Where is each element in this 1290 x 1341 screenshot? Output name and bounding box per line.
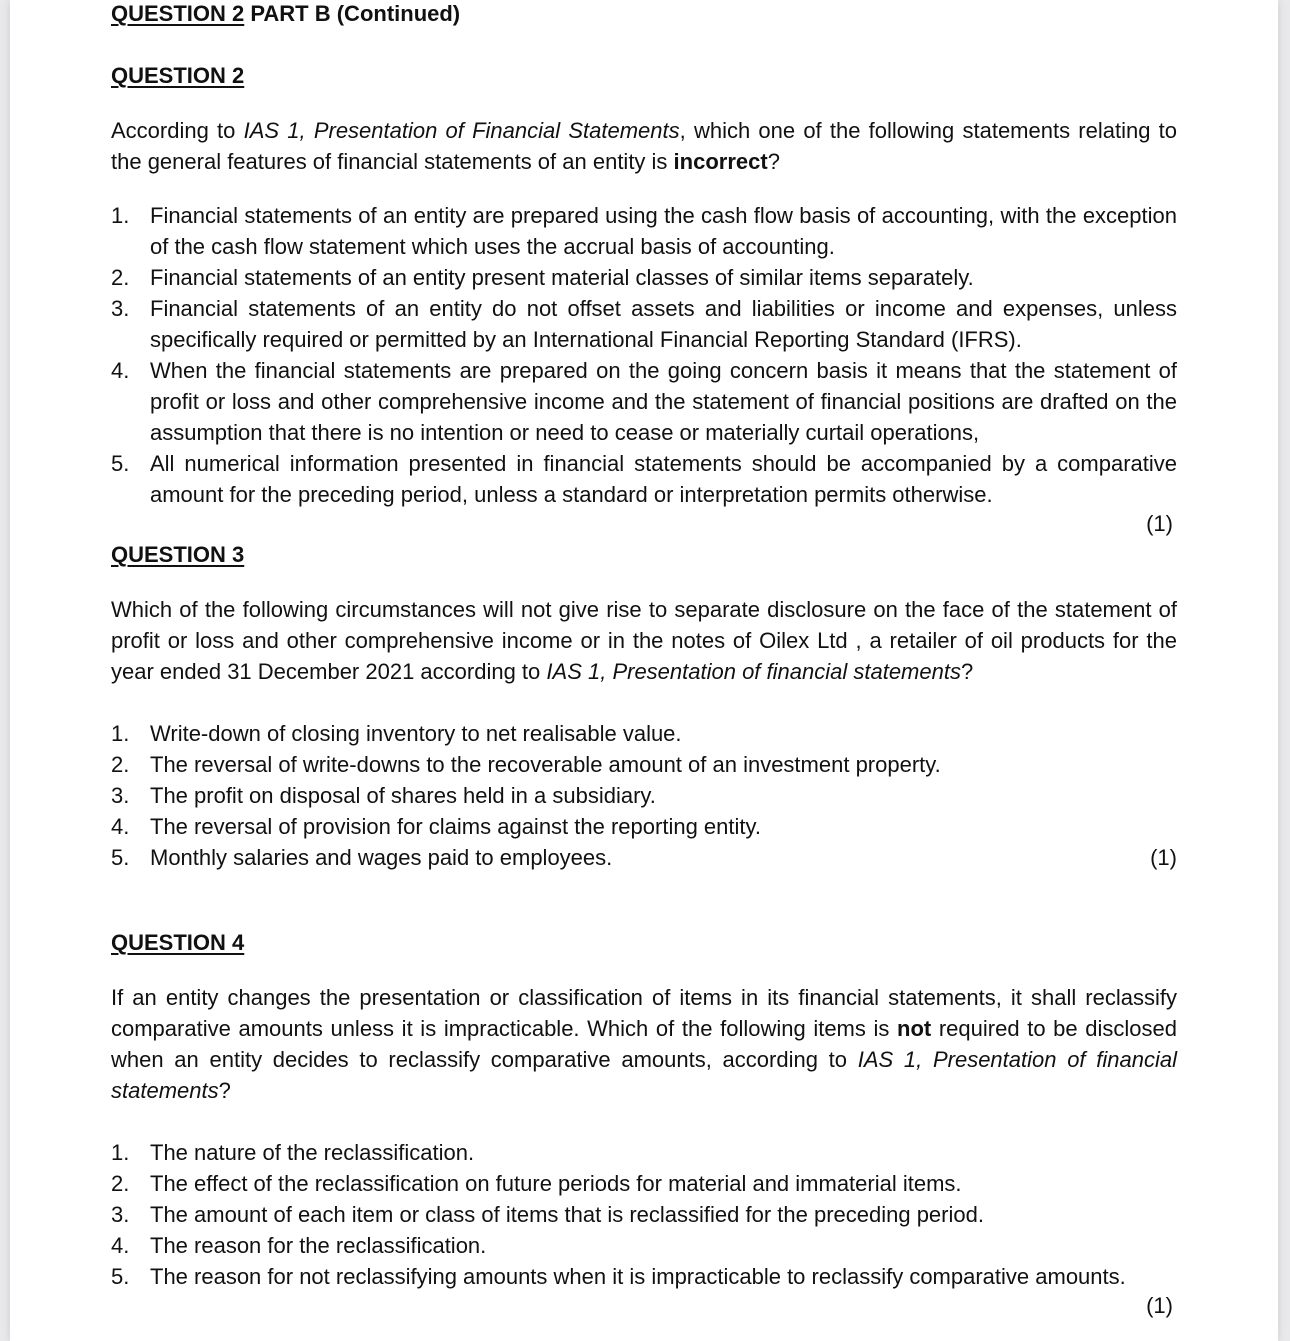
q3-option-3	[111, 780, 1177, 811]
page-header-question: QUESTION 2	[111, 1, 245, 26]
q4-stem-text-2: required to be disclosed when an entity decides to reclassify comparative amounts, according to	[111, 1016, 1177, 1072]
q2-option-1-text: Financial statements of an entity are prepared using the cash flow basis of accounting, with the exception of the cash flow statement which uses the accrual basis of accounting.	[150, 203, 1177, 259]
question-3-options	[111, 718, 1177, 873]
q2-option-2	[111, 262, 1177, 293]
q4-option-3-number: 3.	[111, 1202, 130, 1227]
q2-option-4-text: When the financial statements are prepared on the going concern basis it means that the statement of profit or loss and other comprehensive income and the statement of financial positions are drafted on the assumption that there is no intention or need to cease or materially curtail operations,	[150, 358, 1177, 445]
q4-option-3-text: The amount of each item or class of items that is reclassified for the preceding period.	[150, 1202, 984, 1227]
question-2-heading	[111, 62, 1177, 90]
q4-option-5-number: 5.	[111, 1264, 130, 1289]
q2-option-2-text: Financial statements of an entity present material classes of similar items separately.	[150, 265, 974, 290]
question-4-heading	[111, 929, 1177, 957]
question-3-heading-text: QUESTION 3	[111, 542, 245, 567]
q3-option-2-text: The reversal of write-downs to the recoverable amount of an investment property.	[150, 752, 941, 777]
q3-option-1-text: Write-down of closing inventory to net realisable value.	[150, 721, 682, 746]
q3-option-3-number: 3.	[111, 783, 130, 808]
q3-option-2	[111, 749, 1177, 780]
q4-stem-text-1: If an entity changes the presentation or classification of items in its financial statements, it shall reclassify comparative amounts unless it is impracticable. Which of the following items is	[111, 985, 1177, 1041]
question-3-heading	[111, 541, 1177, 569]
q2-option-2-number: 2.	[111, 265, 130, 290]
q3-option-4	[111, 811, 1177, 842]
q2-option-1	[111, 200, 1177, 262]
question-2-mark: (1)	[1146, 511, 1173, 536]
q2-option-1-number: 1.	[111, 203, 130, 228]
q3-stem-text-2: ?	[960, 659, 974, 684]
question-2-options	[111, 200, 1177, 510]
q2-stem-text-2: , which one of the following statements relating to the general features of financial statements of an entity is	[111, 118, 1178, 174]
q2-option-5-number: 5.	[111, 451, 130, 476]
q4-stem-text-3: ?	[218, 1078, 231, 1103]
question-4-mark: (1)	[1146, 1293, 1173, 1318]
q3-option-4-number: 4.	[111, 814, 130, 839]
q4-option-1	[111, 1137, 1177, 1168]
question-4	[111, 929, 1177, 1320]
q4-option-2-text: The effect of the reclassification on future periods for material and immaterial items.	[150, 1171, 962, 1196]
q3-option-3-text: The profit on disposal of shares held in a subsidiary.	[150, 783, 656, 808]
q2-option-4-number: 4.	[111, 358, 130, 383]
q2-stem-text-3: ?	[767, 149, 780, 174]
q3-stem-italic-standard: IAS 1, Presentation of financial statements	[546, 659, 961, 684]
page-header-rest: PART B (Continued)	[244, 1, 461, 26]
q4-option-2	[111, 1168, 1177, 1199]
question-4-options	[111, 1137, 1177, 1292]
q3-option-5-number: 5.	[111, 845, 130, 870]
q3-stem-text-1: Which of the following circumstances will not give rise to separate disclosure on the face of the statement of profit or loss and other comprehensive income or in the notes of Oilex Ltd , a retailer of oil products for the year ended 31 December 2021 according to	[111, 597, 1177, 684]
question-4-heading-text: QUESTION 4	[111, 930, 245, 955]
q4-stem-bold-not: not	[897, 1016, 932, 1041]
q4-option-2-number: 2.	[111, 1171, 130, 1196]
q2-option-3-number: 3.	[111, 296, 130, 321]
q2-stem-text-1: According to	[111, 118, 244, 143]
q2-option-5-text: All numerical information presented in financial statements should be accompanied by a comparative amount for the preceding period, unless a standard or interpretation permits otherwise.	[150, 451, 1177, 507]
question-3-stem	[111, 594, 1177, 687]
question-2-stem	[111, 115, 1177, 177]
q4-stem-italic-standard: IAS 1, Presentation of financial statements	[111, 1047, 1177, 1103]
question-3-mark: (1)	[1150, 845, 1177, 870]
q2-stem-italic-standard: IAS 1, Presentation of Financial Statements	[243, 118, 680, 143]
q2-option-5	[111, 448, 1177, 510]
q2-option-4	[111, 355, 1177, 448]
q3-option-2-number: 2.	[111, 752, 130, 777]
document-page	[10, 0, 1278, 1341]
q4-option-4	[111, 1230, 1177, 1261]
q4-option-1-number: 1.	[111, 1140, 130, 1165]
q4-option-5-text: The reason for not reclassifying amounts when it is impracticable to reclassify comparative amounts.	[150, 1264, 1126, 1289]
question-3	[111, 541, 1177, 873]
q3-option-5-text: Monthly salaries and wages paid to employees.	[150, 845, 613, 870]
q3-option-1	[111, 718, 1177, 749]
q3-option-5	[111, 842, 1177, 873]
q4-option-4-number: 4.	[111, 1233, 130, 1258]
q3-option-4-text: The reversal of provision for claims against the reporting entity.	[150, 814, 761, 839]
q4-option-5	[111, 1261, 1177, 1292]
q2-stem-bold-incorrect: incorrect	[673, 149, 768, 174]
q4-option-1-text: The nature of the reclassification.	[150, 1140, 475, 1165]
q3-option-1-number: 1.	[111, 721, 130, 746]
question-2	[111, 62, 1177, 538]
question-2-heading-text: QUESTION 2	[111, 63, 245, 88]
q4-option-4-text: The reason for the reclassification.	[150, 1233, 487, 1258]
q2-option-3	[111, 293, 1177, 355]
page-header	[111, 0, 460, 28]
q2-option-3-text: Financial statements of an entity do not offset assets and liabilities or income and expenses, unless specifically required or permitted by an International Financial Reporting Standard (IFRS).	[150, 296, 1177, 352]
q4-option-3	[111, 1199, 1177, 1230]
question-4-stem	[111, 982, 1177, 1106]
